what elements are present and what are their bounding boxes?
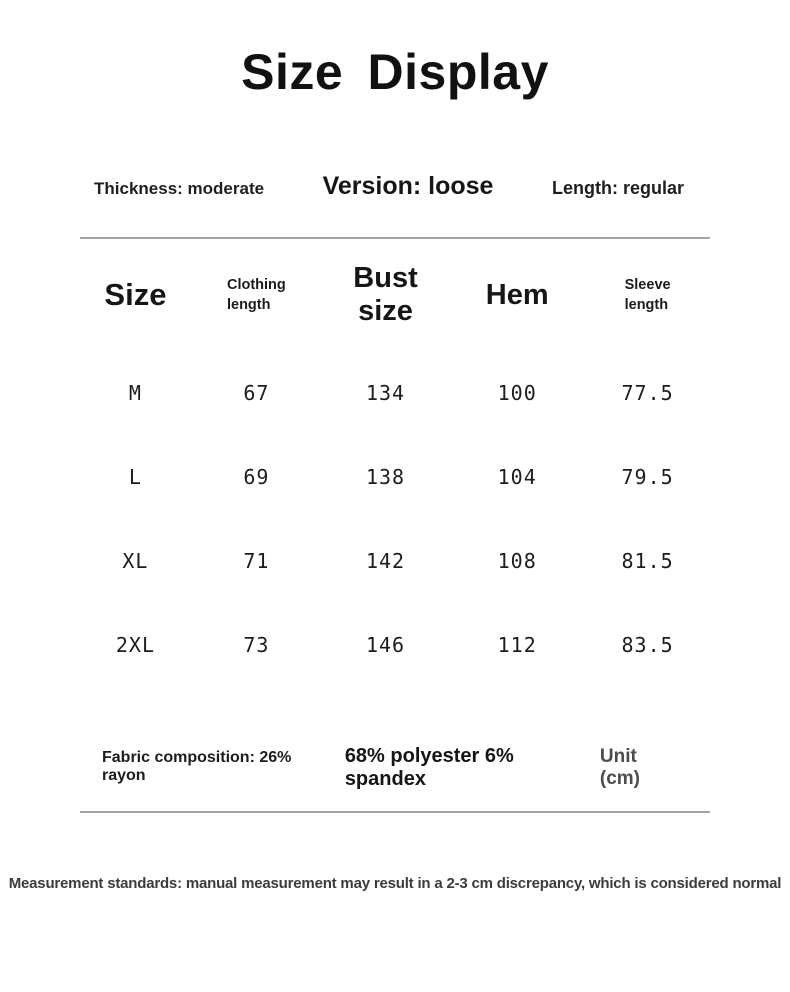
clothing-length-cell: 69 — [243, 465, 270, 489]
size-table — [80, 239, 710, 687]
column-header-bust-size: Bust size — [353, 262, 418, 327]
hem-cell: 108 — [497, 549, 537, 573]
bust-size-cell: 134 — [365, 381, 406, 405]
fabric-row — [80, 745, 710, 791]
clothing-length-cell: 73 — [243, 633, 270, 657]
column-header-hem: Hem — [485, 278, 549, 311]
column-header-clothing-length-line2: length — [226, 297, 271, 313]
bust-size-cell: 138 — [365, 465, 406, 489]
hem-cell: 104 — [497, 465, 537, 489]
fabric-composition-prefix: Fabric composition: 26% rayon — [102, 749, 292, 784]
length-attribute: Length: regular — [551, 178, 684, 198]
sleeve-length-cell: 77.5 — [621, 381, 674, 405]
clothing-length-cell: 67 — [243, 381, 270, 405]
fabric-composition-main: 68% polyester 6% spandex — [344, 745, 514, 790]
hem-cell: 100 — [497, 381, 537, 405]
thickness-attribute: Thickness: moderate — [94, 179, 265, 198]
page-title: Size Display — [241, 44, 549, 100]
sleeve-length-cell: 83.5 — [621, 633, 674, 657]
sleeve-length-cell: 79.5 — [621, 465, 674, 489]
column-header-sleeve-length-line1: Sleeve — [624, 276, 671, 293]
column-header-sleeve-length-line2: length — [624, 297, 669, 313]
attributes-row — [80, 172, 710, 201]
unit-label: Unit (cm) — [599, 746, 640, 789]
size-cell: 2XL — [115, 633, 155, 657]
column-header-clothing-length-line1: Clothing — [226, 276, 286, 293]
measurement-note: Measurement standards: manual measurement may result in a 2-3 cm discrepancy, which is considered normal — [8, 875, 782, 892]
size-cell: L — [128, 465, 142, 489]
size-cell: M — [128, 381, 142, 405]
size-chart-container — [80, 172, 710, 813]
bottom-divider — [80, 811, 710, 813]
column-header-sleeve-length — [585, 239, 710, 351]
sleeve-length-cell: 81.5 — [621, 549, 674, 573]
column-header-size: Size — [104, 277, 167, 312]
size-cell: XL — [122, 549, 149, 573]
bust-size-cell: 146 — [365, 633, 406, 657]
fabric-composition — [102, 745, 600, 791]
version-attribute: Version: loose — [322, 172, 494, 200]
clothing-length-cell: 71 — [243, 549, 270, 573]
bust-size-cell: 142 — [365, 549, 406, 573]
column-header-clothing-length — [191, 239, 322, 351]
hem-cell: 112 — [497, 633, 537, 657]
